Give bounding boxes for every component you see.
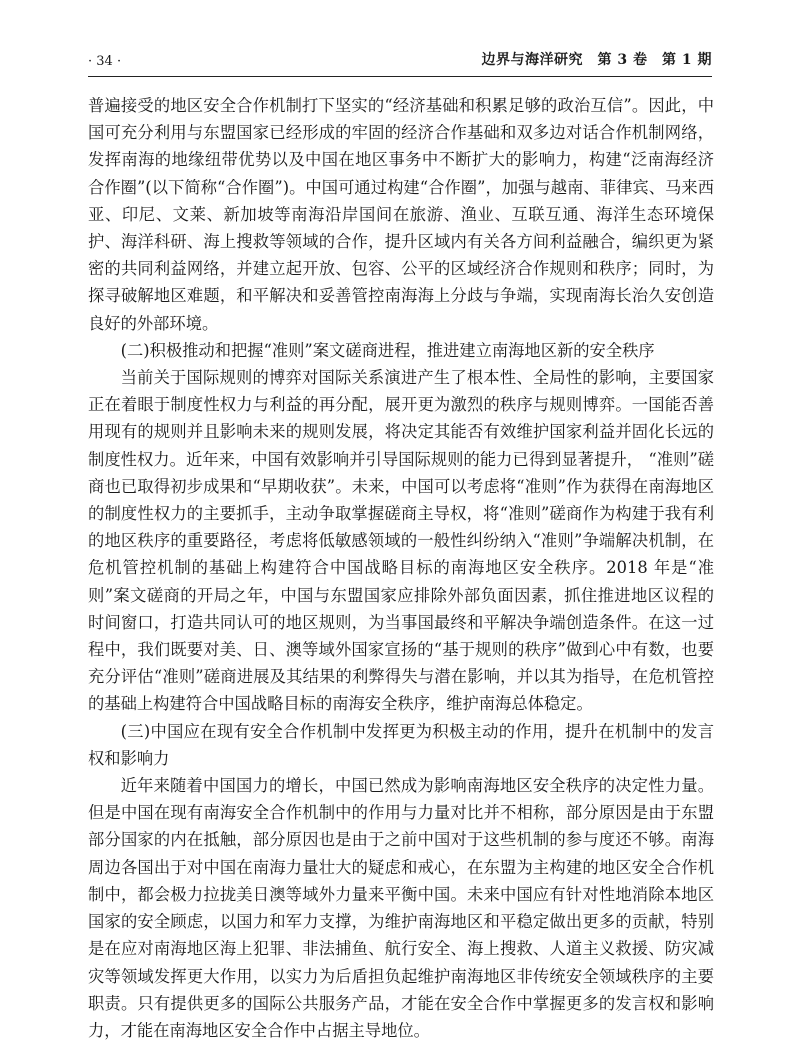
paragraph: 当前关于国际规则的博弈对国际关系演进产生了根本性、全局性的影响，主要国家正在着眼于制度性权力与利益的再分配，展开更为激烈的秩序与规则博弈。一国能否善用现有的规则并且影响未来的规则发展，将决定其能否有效维护国家利益并固化长远的制度性权力。近年来，中国有效影响并引导国际规则的能力已得到显著提升， “准则”磋商也已取得初步成果和“早期收获”。未来，中国可以考虑将“准则”作为获得在南海地区的制度性权力的主要抓手，主动争取掌握磋商主导权，将“准则”磋商作为构建于我有利的地区秩序的重要路径，考虑将低敏感领域的一般性纠纷纳入“准则”争端解决机制，在危机管控机制的基础上构建符合中国战略目标的南海地区安全秩序。2018 年是“准则”案文磋商的开局之年，中国与东盟国家应排除外部负面因素，抓住推进地区议程的时间窗口，打造共同认可的地区规则，为当事国最终和平解决争端创造条件。在这一过程中，我们既要对美、日、澳等域外国家宣扬的“基于规则的秩序”做到心中有数，也要充分评估“准则”磋商进展及其结果的利弊得失与潜在影响，并以其为指导，在危机管控的基础上构建符合中国战略目标的南海安全秩序，维护南海总体稳定。 [88,368,714,714]
section-heading: (三)中国应在现有安全合作机制中发挥更为积极主动的作用，提升在机制中的发言权和影响力 [88,721,714,768]
article-body [88,92,714,1044]
page-number: · 34 · [88,54,122,69]
journal-title: 边界与海洋研究 第 3 卷 第 1 期 [481,52,712,68]
paragraph: 近年来随着中国国力的增长，中国已然成为影响南海地区安全秩序的决定性力量。但是中国在现有南海安全合作机制中的作用与力量对比并不相称，部分原因是由于东盟部分国家的内在抵触，部分原因也是由于之前中国对于这些机制的参与度还不够。南海周边各国出于对中国在南海力量壮大的疑虑和戒心，在东盟为主构建的地区安全合作机制中，都会极力拉拢美日澳等域外力量来平衡中国。未来中国应有针对性地消除本地区国家的安全顾虑，以国力和军力支撑，为维护南海地区和平稳定做出更多的贡献，特别是在应对南海地区海上犯罪、非法捕鱼、航行安全、海上搜救、人道主义救援、防灾减灾等领域发挥更大作用，以实力为后盾担负起维护南海地区非传统安全领域秩序的主要职责。只有提供更多的国际公共服务产品，才能在安全合作中掌握更多的发言权和影响力，才能在南海地区安全合作中占据主导地位。 [88,776,714,1040]
section-heading: (二)积极推动和把握“准则”案文磋商进程，推进建立南海地区新的安全秩序 [120,340,655,360]
page-header [88,48,712,77]
paragraph: 普遍接受的地区安全合作机制打下坚实的“经济基础和积累足够的政治互信”。因此，中国可充分利用与东盟国家已经形成的牢固的经济合作基础和双多边对话合作机制网络，发挥南海的地缘纽带优势以及中国在地区事务中不断扩大的影响力，构建“泛南海经济合作圈”(以下简称“合作圈”)。中国可通过构建“合作圈”，加强与越南、菲律宾、马来西亚、印尼、文莱、新加坡等南海沿岸国间在旅游、渔业、互联互通、海洋生态环境保护、海洋科研、海上搜救等领域的合作，提升区域内有关各方间利益融合，编织更为紧密的共同利益网络，并建立起开放、包容、公平的区域经济合作规则和秩序；同时，为探寻破解地区难题，和平解决和妥善管控南海海上分歧与争端，实现南海长治久安创造良好的外部环境。 [88,96,714,333]
